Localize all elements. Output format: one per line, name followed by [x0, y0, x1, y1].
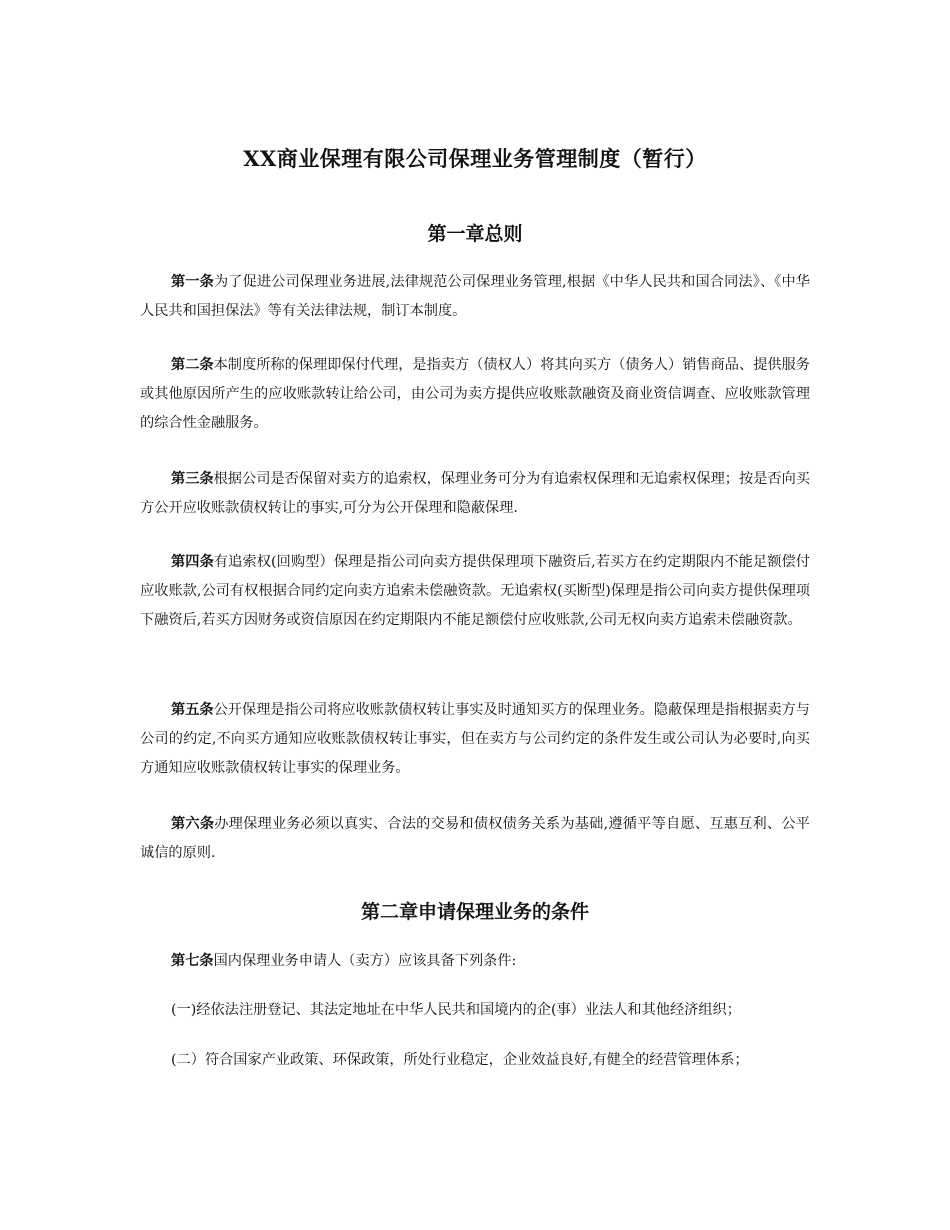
article-3-label: 第三条 [171, 471, 214, 487]
article-3 [140, 465, 810, 523]
article-5 [140, 696, 810, 783]
article-5-text: 公开保理是指公司将应收账款债权转让事实及时通知买方的保理业务。隐蔽保理是指根据卖方与公司的约定,不向买方通知应收账款债权转让事实，但在卖方与公司约定的条件发生或公司认为必要时,向买方通知应收账款债权转让事实的保理业务。 [140, 702, 810, 776]
article-7-text: 国内保理业务申请人（卖方）应该具备下列条件: [213, 953, 517, 969]
article-7-label: 第七条 [171, 953, 214, 969]
article-7 [140, 947, 810, 976]
article-6-label: 第六条 [171, 816, 215, 832]
article-1 [140, 268, 810, 326]
article-6-text: 办理保理业务必须以真实、合法的交易和债权债务关系为基础,遵循平等自愿、互惠互利、公平诚信的原则. [140, 816, 810, 861]
article-3-text: 根据公司是否保留对卖方的追索权，保理业务可分为有追索权保理和无追索权保理；按是否向买方公开应收账款债权转让的事实,可分为公开保理和隐蔽保理. [140, 471, 810, 516]
list-item-2: (二）符合国家产业政策、环保政策，所处行业稳定，企业效益良好,有健全的经营管理体系； [171, 1052, 749, 1068]
chapter-1-title: 第一章总则 [427, 223, 523, 245]
article-2-text: 本制度所称的保理即保付代理，是指卖方（债权人）将其向买方（债务人）销售商品、提供服务或其他原因所产生的应收账款转让给公司，由公司为卖方提供应收账款融资及商业资信调查、应收账款管理的综合性金融服务。 [140, 357, 810, 431]
article-5-label: 第五条 [171, 702, 214, 718]
article-6 [140, 810, 810, 868]
document-title: XX商业保理有限公司保理业务管理制度（暂行） [243, 146, 707, 171]
article-1-label: 第一条 [171, 274, 214, 290]
article-4 [140, 548, 810, 635]
list-item-1: (一)经依法注册登记、其法定地址在中华人民共和国境内的企(事）业法人和其他经济组织； [171, 1002, 741, 1018]
article-2-label: 第二条 [171, 357, 214, 373]
article-1-text: 为了促进公司保理业务进展,法律规范公司保理业务管理,根据《中华人民共和国合同法》、《中华人民共和国担保法》等有关法律法规，制订本制度。 [140, 274, 810, 319]
chapter-2-title: 第二章申请保理业务的条件 [360, 901, 589, 923]
article-2 [140, 351, 810, 438]
article-4-text: 有追索权(回购型）保理是指公司向卖方提供保理项下融资后,若买方在约定期限内不能足额偿付应收账款,公司有权根据合同约定向卖方追索未偿融资款。无追索权(买断型)保理是指公司向卖方提供保理项下融资后,若买方因财务或资信原因在约定期限内不能足额偿付应收账款,公司无权向卖方追索未偿融资款。 [140, 554, 810, 628]
article-4-label: 第四条 [171, 554, 214, 570]
